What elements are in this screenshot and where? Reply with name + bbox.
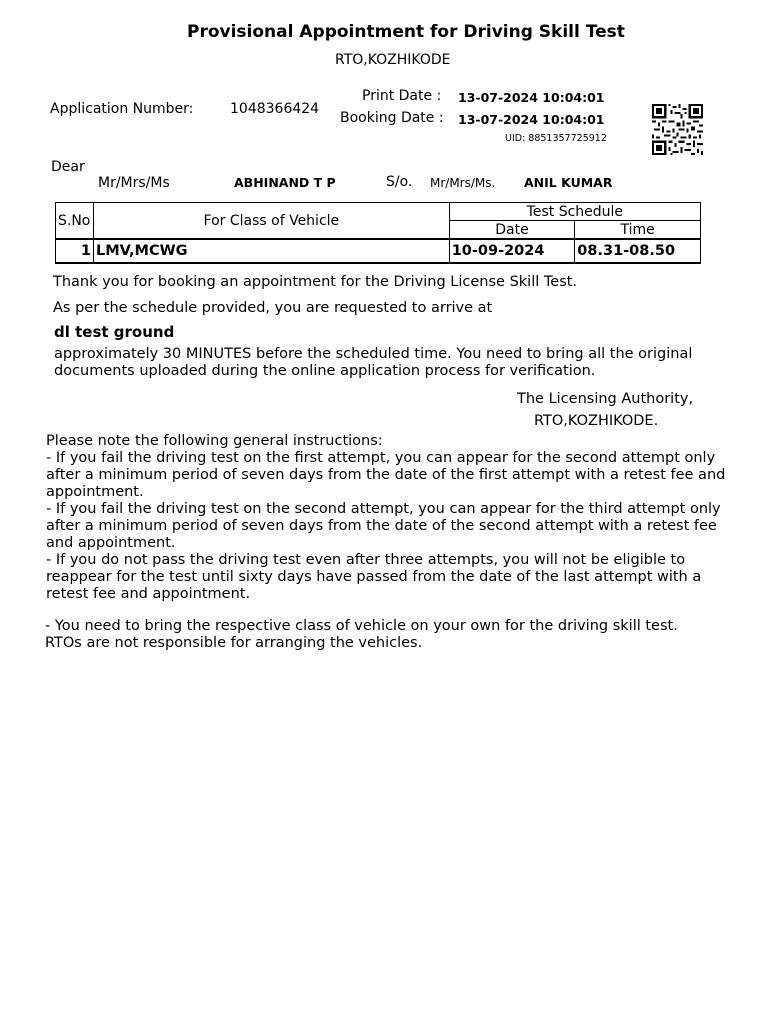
parent-prefix: Mr/Mrs/Ms. bbox=[430, 176, 496, 190]
print-date-label: Print Date : bbox=[362, 88, 442, 104]
table-row bbox=[56, 239, 701, 263]
instruction-item: - If you fail the driving test on the second attempt, you can appear for the third attempt only after a minimum period of seven days from the date of the second attempt with a retest fee and appointment. bbox=[46, 501, 721, 551]
venue-text: dl test ground bbox=[54, 323, 175, 341]
booking-date-value: 13-07-2024 10:04:01 bbox=[458, 112, 605, 127]
schedule-header: Test Schedule bbox=[449, 203, 700, 221]
office-name: RTO,KOZHIKODE bbox=[335, 52, 451, 68]
title-prefix: Mr/Mrs/Ms bbox=[98, 175, 170, 191]
parent-name: ANIL KUMAR bbox=[524, 175, 613, 190]
relation-label: S/o. bbox=[386, 174, 413, 190]
qr-code-icon bbox=[651, 104, 704, 155]
uid-text: UID: 8851357725912 bbox=[505, 133, 607, 144]
row-time: 08.31-08.50 bbox=[575, 239, 701, 263]
booking-date-label: Booking Date : bbox=[340, 110, 444, 126]
row-sno: 1 bbox=[56, 239, 94, 263]
schedule-table bbox=[55, 202, 701, 264]
instructions-block bbox=[46, 433, 746, 603]
class-header: For Class of Vehicle bbox=[93, 203, 449, 240]
instruction-item: - If you fail the driving test on the first attempt, you can appear for the second attempt only after a minimum period of seven days from the date of the first attempt with a retest fee and appointment. bbox=[46, 450, 726, 500]
dear-label: Dear bbox=[51, 159, 85, 175]
signoff-office: RTO,KOZHIKODE. bbox=[534, 413, 659, 429]
instructions-heading: Please note the following general instructions: bbox=[46, 433, 383, 449]
application-number-value: 1048366424 bbox=[230, 101, 320, 117]
table-header-row bbox=[56, 203, 701, 221]
thanks-text: Thank you for booking an appointment for the Driving License Skill Test. bbox=[53, 274, 578, 290]
page-title: Provisional Appointment for Driving Skill Test bbox=[187, 22, 625, 42]
arrive-text: As per the schedule provided, you are requested to arrive at bbox=[53, 300, 493, 316]
sno-header: S.No bbox=[56, 203, 94, 240]
row-date: 10-09-2024 bbox=[449, 239, 575, 263]
application-number-label: Application Number: bbox=[50, 101, 194, 117]
print-date-value: 13-07-2024 10:04:01 bbox=[458, 90, 605, 105]
applicant-name: ABHINAND T P bbox=[234, 175, 336, 190]
row-class: LMV,MCWG bbox=[93, 239, 449, 263]
time-header: Time bbox=[575, 221, 701, 240]
signoff-authority: The Licensing Authority, bbox=[517, 391, 694, 407]
vehicle-note: - You need to bring the respective class of vehicle on your own for the driving skill test. RTOs are not responsible for arranging the vehicles. bbox=[45, 618, 678, 651]
timing-text: approximately 30 MINUTES before the scheduled time. You need to bring all the original documents uploaded during the online application process for verification. bbox=[54, 346, 693, 379]
instruction-item: - If you do not pass the driving test even after three attempts, you will not be eligible to reappear for the test until sixty days have passed from the date of the last attempt with a retest fee and appointment. bbox=[46, 552, 702, 602]
date-header: Date bbox=[449, 221, 575, 240]
